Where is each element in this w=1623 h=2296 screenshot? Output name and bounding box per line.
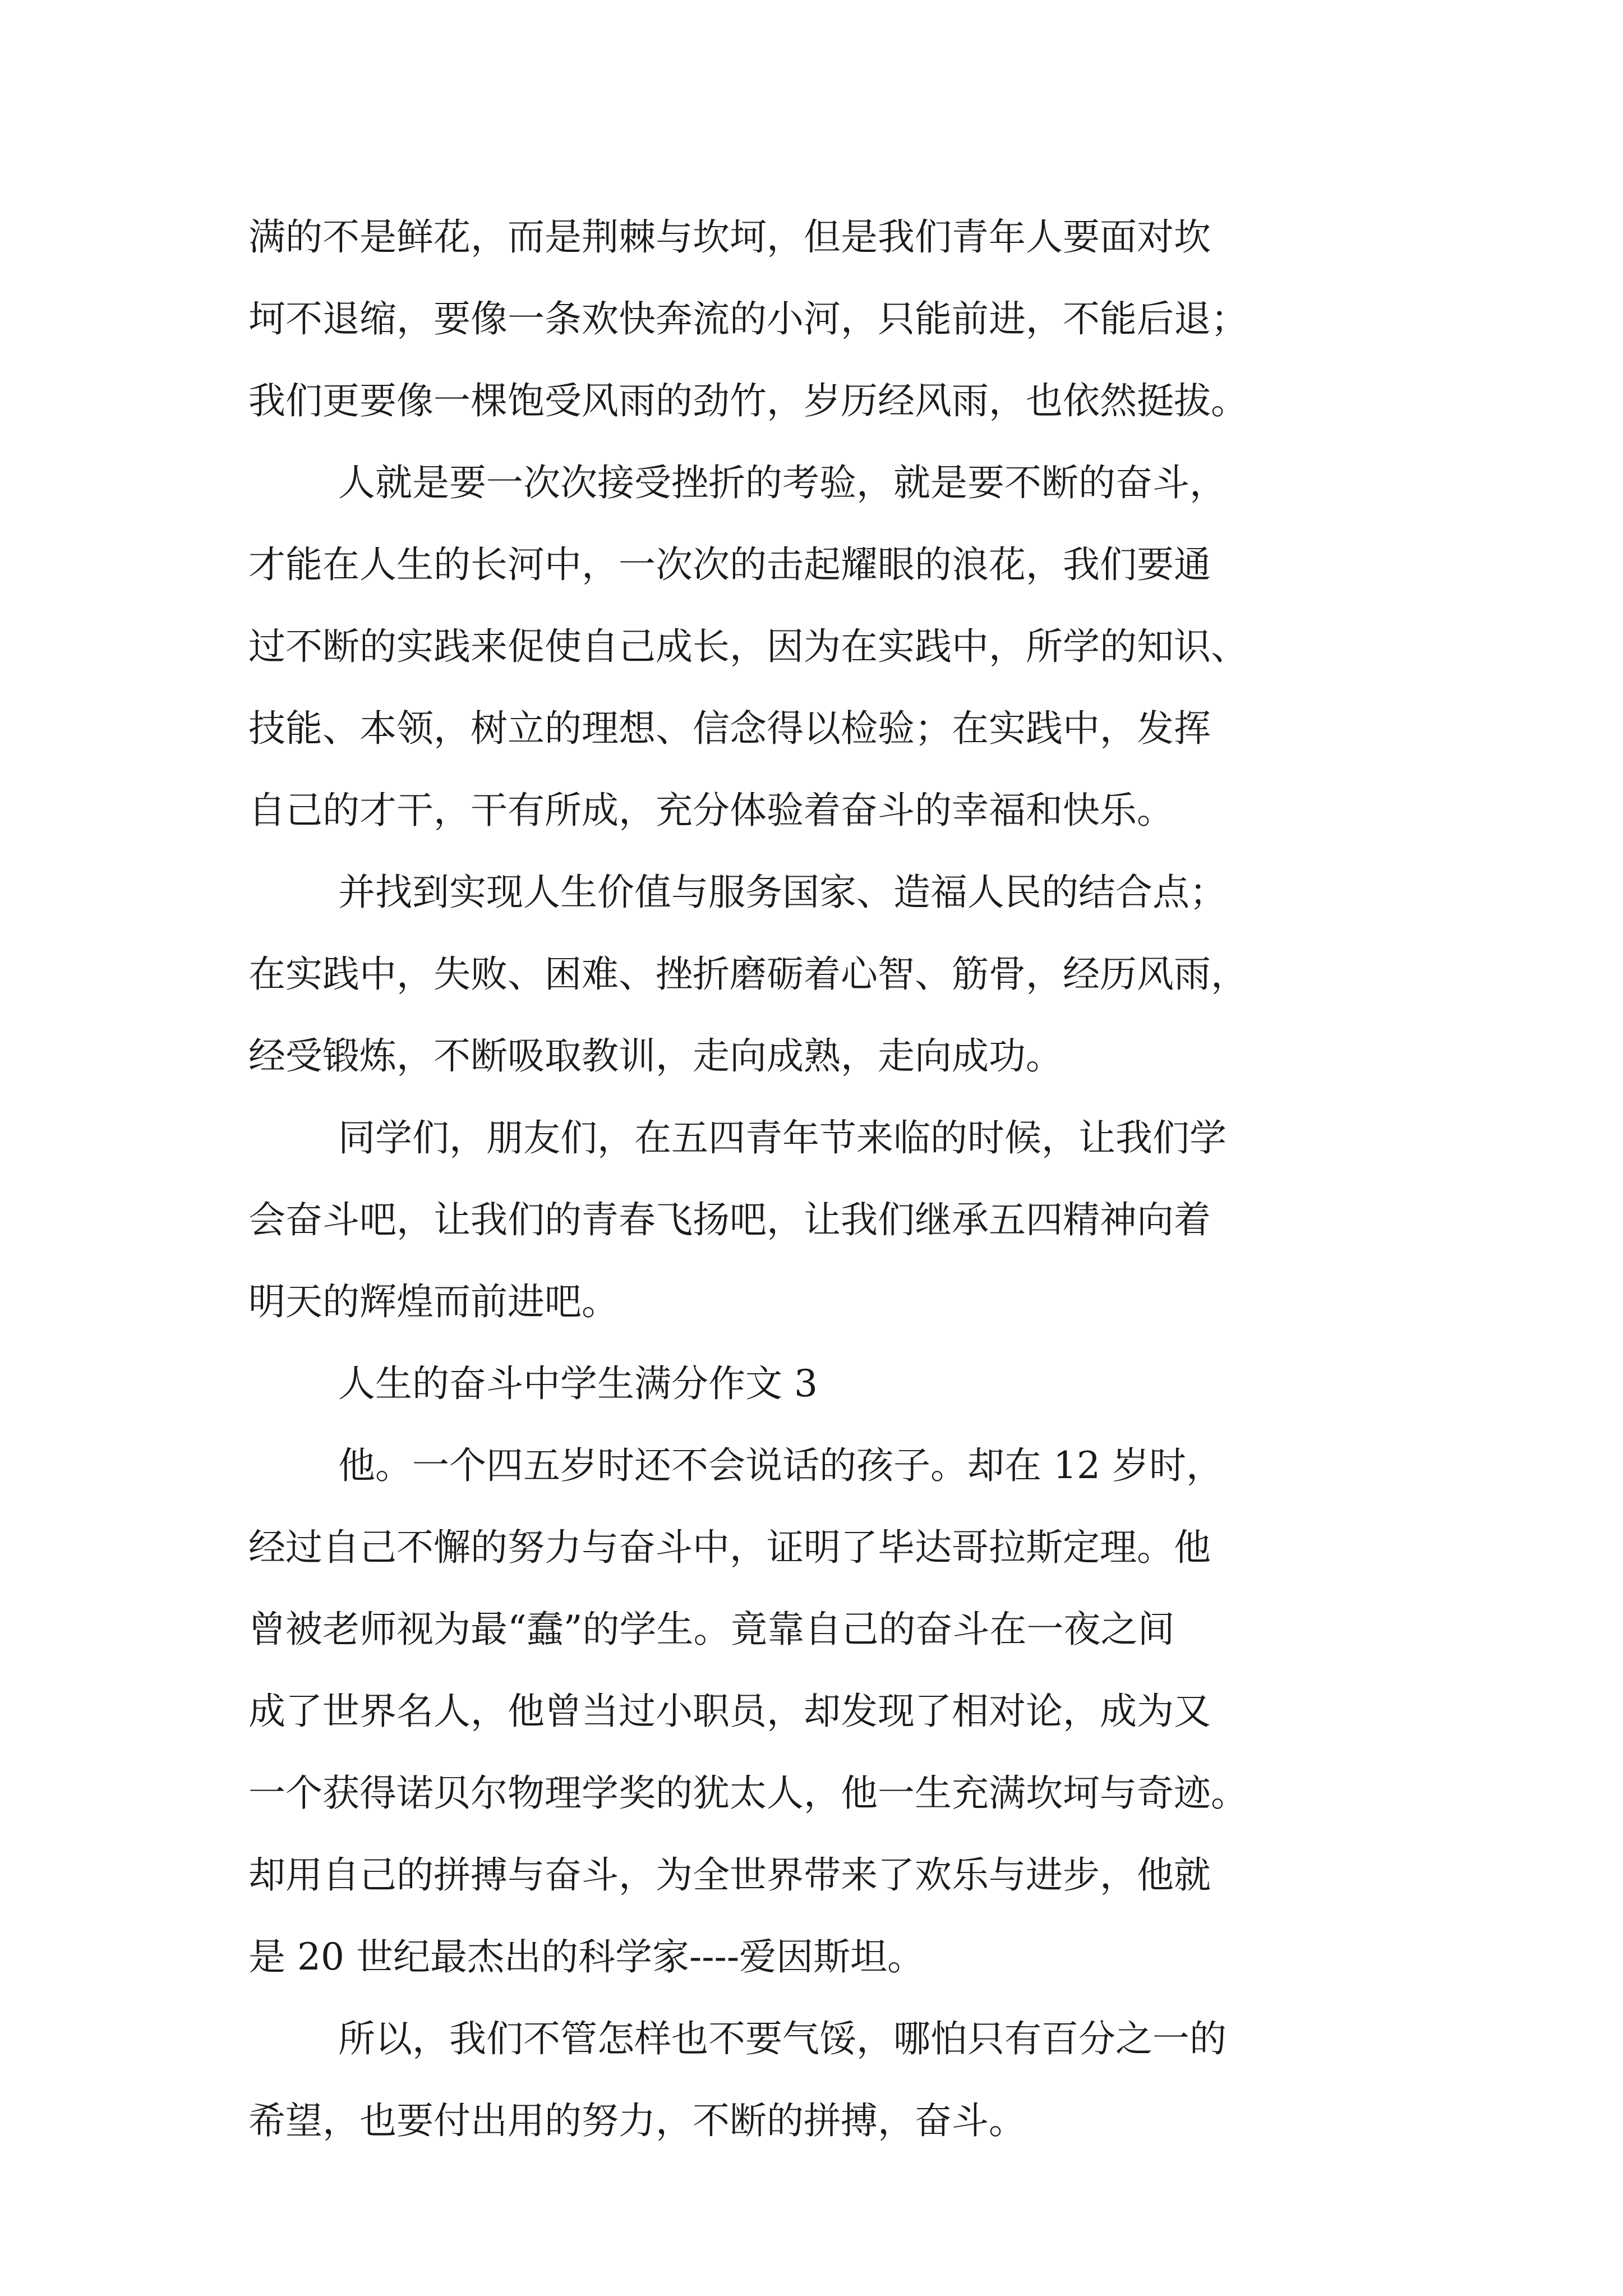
text-line: 过不断的实践来促使自己成长，因为在实践中，所学的知识、 (248, 625, 1248, 668)
text-line: 曾被老师视为最“蠢”的学生。竟靠自己的奋斗在一夜之间 (248, 1608, 1175, 1651)
text-line: 是 20 世纪最杰出的科学家----爱因斯坦。 (248, 1935, 925, 1978)
text-line: 在实践中，失败、困难、挫折磨砺着心智、筋骨，经历风雨， (248, 953, 1248, 996)
paragraph-start-line: 人就是要一次次接受挫折的考验，就是要不断的奋斗， (338, 461, 1227, 504)
section-heading: 人生的奋斗中学生满分作文 3 (338, 1362, 818, 1405)
paragraph-start-line: 并找到实现人生价值与服务国家、造福人民的结合点； (338, 871, 1227, 914)
text-line: 会奋斗吧，让我们的青春飞扬吧，让我们继承五四精神向着 (248, 1198, 1211, 1241)
text-line: 满的不是鲜花，而是荆棘与坎坷，但是我们青年人要面对坎 (248, 215, 1211, 259)
text-line: 一个获得诺贝尔物理学奖的犹太人，他一生充满坎坷与奇迹。 (248, 1772, 1248, 1815)
text-line: 明天的辉煌而前进吧。 (248, 1280, 619, 1323)
text-line: 才能在人生的长河中，一次次的击起耀眼的浪花，我们要通 (248, 543, 1211, 586)
text-line: 希望，也要付出用的努力，不断的拼搏，奋斗。 (248, 2099, 1026, 2142)
text-line: 坷不退缩，要像一条欢快奔流的小河，只能前进，不能后退； (248, 297, 1248, 341)
paragraph-start-line: 同学们，朋友们，在五四青年节来临的时候，让我们学 (338, 1116, 1227, 1159)
paragraph-start-line: 他。一个四五岁时还不会说话的孩子。却在 12 岁时， (338, 1444, 1223, 1487)
text-line: 却用自己的拼搏与奋斗，为全世界带来了欢乐与进步，他就 (248, 1853, 1211, 1897)
text-line: 经受锻炼，不断吸取教训，走向成熟，走向成功。 (248, 1034, 1063, 1078)
text-line: 自己的才干，干有所成，充分体验着奋斗的幸福和快乐。 (248, 789, 1174, 832)
text-line: 经过自己不懈的努力与奋斗中，证明了毕达哥拉斯定理。他 (248, 1526, 1211, 1569)
text-line: 成了世界名人，他曾当过小职员，却发现了相对论，成为又 (248, 1690, 1211, 1733)
text-line: 技能、本领，树立的理想、信念得以检验；在实践中，发挥 (248, 707, 1211, 750)
document-body (248, 196, 1393, 2162)
text-line: 我们更要像一棵饱受风雨的劲竹，岁历经风雨，也依然挺拔。 (248, 379, 1248, 422)
paragraph-start-line: 所以，我们不管怎样也不要气馁，哪怕只有百分之一的 (338, 2017, 1227, 2060)
